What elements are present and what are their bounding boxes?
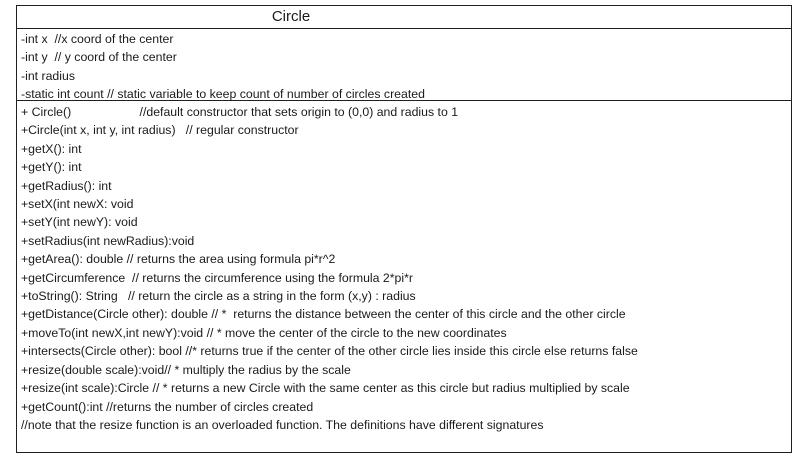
method-setradius: +setRadius(int newRadius):void — [21, 233, 195, 248]
method-getarea: +getArea(): double // returns the area using formula pi*r^2 — [21, 252, 336, 267]
overload-note: //note that the resize function is an overloaded function. The definitions have different signatures — [21, 417, 544, 432]
method-intersects: +intersects(Circle other): bool //* returns true if the center of the other circle lies inside this circle else returns false — [21, 344, 638, 359]
uml-class-diagram — [16, 5, 792, 453]
method-resize-int: +resize(int scale):Circle // * returns a new Circle with the same center as this circle but radius multiplied by scale — [21, 381, 630, 396]
method-getdistance: +getDistance(Circle other): double // * returns the distance between the center of this circle and the other circle — [21, 307, 626, 322]
method-getcircumference: +getCircumference // returns the circumference using the formula 2*pi*r — [21, 270, 413, 285]
attribute-count: -static int count // static variable to keep count of number of circles created — [21, 87, 425, 102]
method-gety: +getY(): int — [21, 160, 82, 175]
attribute-radius: -int radius — [21, 68, 75, 83]
method-sety: +setY(int newY): void — [21, 215, 138, 230]
method-getx: +getX(): int — [21, 141, 82, 156]
method-resize-double: +resize(double scale):void// * multiply the radius by the scale — [21, 362, 351, 377]
attribute-y: -int y // y coord of the center — [21, 50, 177, 65]
method-getcount: +getCount():int //returns the number of circles created — [21, 399, 314, 414]
class-name-compartment — [17, 6, 791, 29]
method-tostring: +toString(): String // return the circle as a string in the form (x,y) : radius — [21, 289, 416, 304]
method-default-constructor: + Circle() //default constructor that sets origin to (0,0) and radius to 1 — [21, 105, 459, 119]
class-name: Circle — [271, 8, 311, 25]
methods-compartment — [17, 101, 791, 434]
method-moveto: +moveTo(int newX,int newY):void // * move the center of the circle to the new coordinates — [21, 325, 507, 340]
method-getradius: +getRadius(): int — [21, 178, 112, 193]
method-setx: +setX(int newX: void — [21, 197, 134, 212]
method-regular-constructor: +Circle(int x, int y, int radius) // regular constructor — [21, 123, 299, 138]
attributes-compartment — [17, 29, 791, 101]
attribute-x: -int x //x coord of the center — [21, 32, 174, 46]
